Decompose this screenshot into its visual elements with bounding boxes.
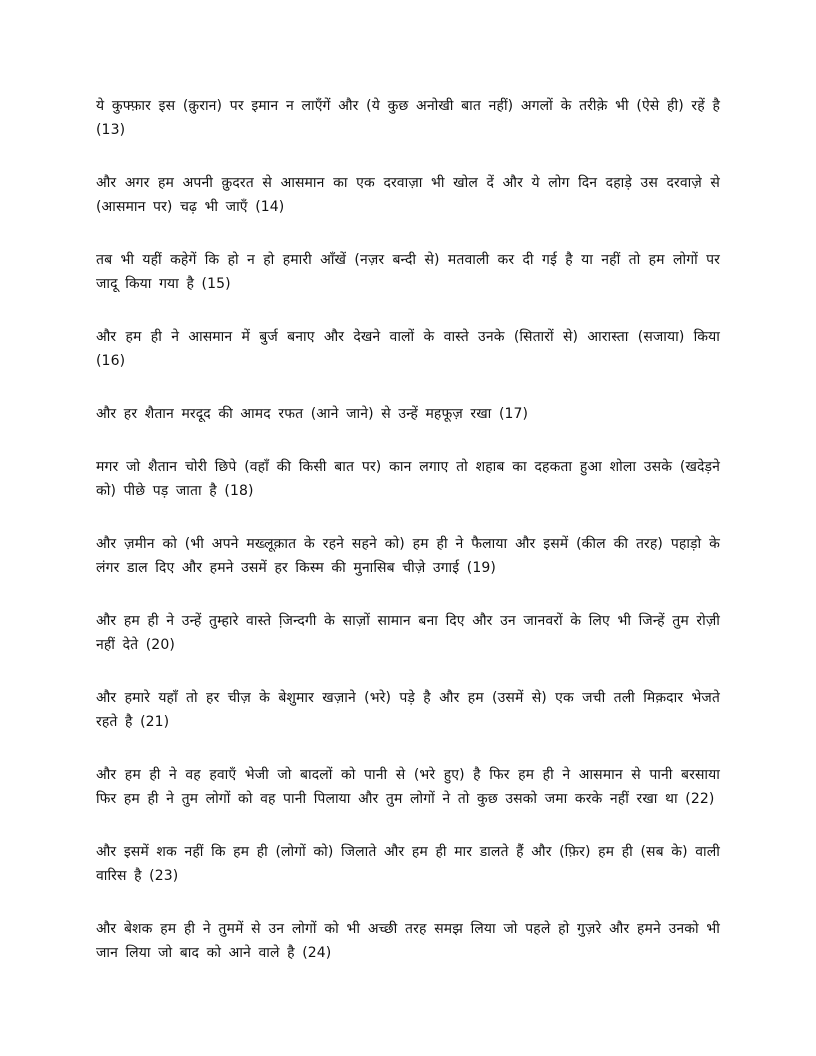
verse-24: और बेशक हम ही ने तुममें से उन लोगों को भी अच्छी तरह समझ लिया जो पहले हो गुज़रे और हमने उनको भी जान लिया जो बाद को आने वाले है (24) [96, 921, 720, 961]
verse-15: तब भी यहीं कहेगें कि हो न हो हमारी आँखें (नज़र बन्दी से) मतवाली कर दी गई है या नहीं तो हम लोगों पर जादू किया गया है (15) [96, 252, 720, 292]
verse-16: और हम ही ने आसमान में बुर्ज बनाए और देखने वालों के वास्ते उनके (सितारों से) आरास्ता (सजाया) किया (16) [96, 329, 720, 369]
verse-23: और इसमें शक नहीं कि हम ही (लोगों को) जिलाते और हम ही मार डालते हैं और (फ़िर) हम ही (सब के) वाली वारिस है (23) [96, 844, 720, 884]
verse-14: और अगर हम अपनी कु़दरत से आसमान का एक दरवाज़ा भी खोल दें और ये लोग दिन दहाडे़ उस दरवाजे़ से (आसमान पर) चढ़ भी जाएँ (14) [96, 175, 720, 215]
verse-20: और हम ही ने उन्हें तुम्हारे वास्ते जि़न्दगी के साज़ों सामान बना दिए और उन जानवरों के लिए भी जिन्हें तुम रोज़ी नहीं देते (20) [96, 613, 720, 653]
verse-18: मगर जो शैतान चोरी छिपे (वहाँ की किसी बात पर) कान लगाए तो शहाब का दहकता हुआ शोला उसके (खदेड़ने को) पीछे पड़ जाता है (18) [96, 459, 720, 499]
verse-22: और हम ही ने वह हवाएँ भेजी जो बादलों को पानी से (भरे हुए) है फिर हम ही ने आसमान से पानी बरसाया फिर हम ही ने तुम लोगों को वह पानी पिलाया और तुम लोगों ने तो कुछ उसको जमा करके नहीं रखा था (22) [96, 767, 720, 807]
verse-19: और ज़मीन को (भी अपने मख्लूक़ात के रहने सहने को) हम ही ने फैलाया और इसमें (कील की तरह) पहाड़ो के लंगर डाल दिए और हमने उसमें हर किस्म की मुनासिब चीजे़ उगाई (19) [96, 536, 720, 576]
verse-13: ये कुफ्फ़ार इस (क़ुरान) पर इमान न लाएँगें और (ये कुछ अनोखी बात नहीं) अगलों के तरीके़ भी (ऐसे ही) रहें है (13) [96, 98, 720, 138]
verse-17: और हर शैतान मरदूद की आमद रफत (आने जाने) से उन्हें महफूज़ रखा (17) [96, 406, 529, 422]
verse-21: और हमारे यहाँ तो हर चीज़ के बेशुमार खज़ाने (भरे) पड़े है और हम (उसमें से) एक जची तली मिक़दार भेजते रहते है (21) [96, 690, 720, 730]
